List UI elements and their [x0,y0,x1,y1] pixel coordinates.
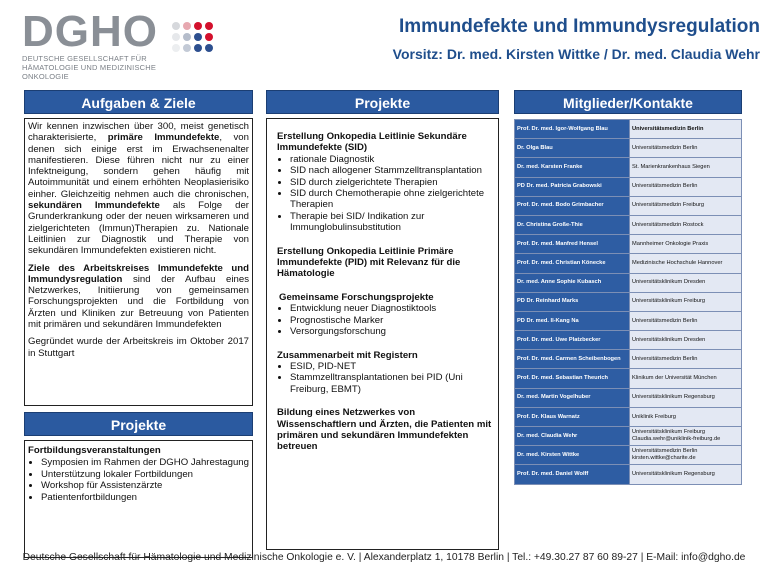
table-row [515,407,742,426]
member-institution [630,139,742,158]
list-item: • SID durch Chemotherapie ohne zielgerichtete Therapien [290,188,492,211]
column-projekte [266,90,499,550]
projekte-box [266,118,499,550]
member-institution [630,446,742,465]
list-item: • SID nach allogener Stammzelltransplantation [290,165,492,176]
dgho-logo [22,7,202,81]
table-row [515,158,742,177]
member-institution [630,465,742,484]
institution-name: Uniklinik Freiburg [632,413,676,420]
projekt-sid-title: Erstellung Onkopedia Leitlinie Sekundäre Immundefekte (SID) [277,131,467,154]
institution-name: Universitätsklinikum Freiburg [632,429,706,436]
list-item: • Therapie bei SID/ Indikation zur Immunglobulinsubstitution [290,211,492,234]
table-row [515,235,742,254]
member-name: Dr. Olga Blau [515,139,630,158]
paragraph-ziele [28,263,249,331]
institution-name: Universitätsklinikum Regensburg [632,471,715,478]
section-header-mitglieder: Mitglieder/Kontakte [514,90,742,114]
member-name: Dr. med. Karsten Franke [515,158,630,177]
table-row [515,273,742,292]
logo-dot [172,44,180,52]
table-row [515,196,742,215]
logo-line-1: DEUTSCHE GESELLSCHAFT FÜR [22,54,147,63]
institution-name: Klinikum der Universität München [632,375,717,382]
member-name: Prof. Dr. med. Bodo Grimbacher [515,196,630,215]
member-name: Prof. Dr. Klaus Warnatz [515,407,630,426]
aufgaben-text-box [24,118,253,406]
fortbildung-list [28,457,249,503]
institution-name: Medizinische Hochschule Hannover [632,260,723,266]
list-item: • Workshop für Assistenzärzte [41,480,249,491]
table-row [515,177,742,196]
projekt-register-list [277,361,492,395]
member-institution [630,427,742,446]
table-row [515,311,742,330]
member-institution [630,273,742,292]
member-name: PD Dr. med. Patricia Grabowski [515,177,630,196]
table-row [515,427,742,446]
logo-line-2: HÄMATOLOGIE UND MEDIZINISCHE ONKOLOGIE [22,63,157,81]
table-row [515,331,742,350]
member-name: Dr. Christina Große-Thie [515,215,630,234]
table-row [515,120,742,139]
member-name: PD Dr. med. Il-Kang Na [515,311,630,330]
logo-dot [194,33,202,41]
member-institution [630,177,742,196]
member-email[interactable]: kirsten.wittke@charite.de [632,455,696,462]
section-header-projekte: Projekte [266,90,499,114]
paragraph-gegruendet: Gegründet wurde der Arbeitskreis im Oktober 2017 in Stuttgart [28,336,249,359]
institution-name: Mannheimer Onkologie Praxis [632,240,709,247]
paragraph-intro [28,121,249,257]
table-row [515,254,742,273]
footer-contact: Deutsche Gesellschaft für Hämatologie und Medizinische Onkologie e. V. | Alexanderplatz 1, 10178 Berlin | Tel.: +49.30.27 87 60 89-27 | E-Mail: info@dgho.de [22,552,746,563]
logo-dot [194,44,202,52]
fortbildung-box [24,440,253,558]
institution-name: St. Marienkrankenhaus Siegen [632,164,710,171]
projekt-register-title: Zusammenarbeit mit Registern [277,349,418,361]
text-segment: als Folge der Grunderkrankung oder der neuen wirksameren und zielgerichteten (Immun)Therapien zu. Nationale Leitlinien zur Diagnostik und Therapie von sekundären Immundefekten existieren nicht. [28,200,249,257]
institution-name: Universitätsmedizin Freiburg [632,202,705,209]
table-row [515,369,742,388]
logo-dot [183,44,191,52]
institution-name: Universitätsmedizin Berlin [632,144,698,151]
institution-name: Universitätsmedizin Rostock [632,221,704,228]
member-name: Dr. med. Kirsten Wittke [515,446,630,465]
logo-dot [194,22,202,30]
logo-dot [205,44,213,52]
section-header-projekte-left: Projekte [24,412,253,436]
table-row [515,350,742,369]
member-institution [630,235,742,254]
projekt-sid-list [277,154,492,234]
member-name: Dr. med. Anne Sophie Kubasch [515,273,630,292]
list-item: • ESID, PID-NET [290,361,492,372]
logo-dot [205,22,213,30]
member-name: Prof. Dr. med. Uwe Platzbecker [515,331,630,350]
section-header-aufgaben: Aufgaben & Ziele [24,90,253,114]
projekt-forschung-title: Gemeinsame Forschungsprojekte [279,291,434,303]
institution-name: Universitätsklinikum Freiburg [632,298,706,305]
member-institution [630,254,742,273]
member-institution [630,292,742,311]
logo-dot [183,33,191,41]
institution-name: Universitätsmedizin Berlin [632,448,698,455]
institution-name: Universitätsmedizin Berlin [632,317,698,324]
list-item: • SID durch zielgerichtete Therapien [290,177,492,188]
list-item: • Patientenfortbildungen [41,492,249,503]
page-title: Immundefekte und Immundysregulation [398,16,760,37]
table-row [515,139,742,158]
logo-dot [172,22,180,30]
member-name: Prof. Dr. med. Igor-Wolfgang Blau [515,120,630,139]
logo-dot [183,22,191,30]
institution-name: Universitätsklinikum Dresden [632,336,706,343]
member-institution [630,350,742,369]
page-subtitle: Vorsitz: Dr. med. Kirsten Wittke / Dr. med. Claudia Wehr [392,46,760,62]
table-row [515,388,742,407]
member-name: Prof. Dr. med. Carmen Scheibenbogen [515,350,630,369]
projekt-pid-title: Erstellung Onkopedia Leitlinie Primäre Immundefekte (PID) mit Relevanz für die Hämatologie [277,245,461,280]
logo-dot [172,33,180,41]
member-institution [630,331,742,350]
member-email[interactable]: Claudia.wehr@uniklinik-freiburg.de [632,436,721,443]
member-institution [630,388,742,407]
logo-dots [172,22,213,52]
member-name: PD Dr. Reinhard Marks [515,292,630,311]
text-segment: , von denen sich einige erst im Erwachsenenalter manifestieren. Diese führen nicht nur zu einer Infektneigung, sondern gehen häufig mit Autoimmunität und einem erhöhten Neoplasierisiko einher. Gleichzeitig nehmen auch die chronischen, [28,132,249,200]
list-item: • Entwicklung neuer Diagnostiktools [290,303,492,314]
member-institution [630,215,742,234]
institution-name: Universitätsklinikum Dresden [632,279,706,286]
member-name: Dr. med. Martin Vogelhuber [515,388,630,407]
list-item: • Versorgungsforschung [290,326,492,337]
projekt-netzwerk-title: Bildung eines Netzwerkes von Wissenschaftlern und Ärzten, die Patienten mit primären und sekundären Immundefekten betreuen [277,407,492,453]
logo-wordmark: DGHO [22,7,158,56]
table-row [515,446,742,465]
member-name: Prof. Dr. med. Manfred Hensel [515,235,630,254]
member-institution [630,196,742,215]
list-item: • Stammzelltransplantationen bei PID (Uni Freiburg, EBMT) [290,372,492,395]
table-row [515,215,742,234]
member-institution [630,120,742,139]
member-name: Prof. Dr. med. Christian Könecke [515,254,630,273]
text-bold: primäre Immundefekte [107,132,220,144]
member-institution [630,311,742,330]
member-institution [630,369,742,388]
member-institution [630,407,742,426]
member-name: Prof. Dr. med. Sebastian Theurich [515,369,630,388]
members-table [514,119,742,485]
member-name: Prof. Dr. med. Daniel Wolff [515,465,630,484]
institution-name: Universitätsmedizin Berlin [632,355,698,362]
institution-name: Universitätsmedizin Berlin [632,125,704,132]
text-segment: Wir kennen inzwischen über 300, meist genetisch charakterisierte, [28,121,249,144]
list-item: • rationale Diagnostik [290,154,492,165]
member-name: Dr. med. Claudia Wehr [515,427,630,446]
logo-dot [205,33,213,41]
list-item: • Prognostische Marker [290,315,492,326]
institution-name: Universitätsklinikum Regensburg [632,394,715,401]
text-bold: sekundären Immundefekte [28,200,160,212]
projekt-forschung-list [277,303,492,337]
list-item: • Unterstützung lokaler Fortbildungen [41,469,249,480]
text-segment: sind der Aufbau eines Netzwerkes, Initiierung von gemeinsamen Forschungsprojekten und die Fortbildung von Ärzten und Kliniken zur Betreuung von Patienten mit primären und sekundären Immundefekten [28,273,249,331]
column-aufgaben [24,90,253,558]
institution-name: Universitätsmedizin Berlin [632,183,698,190]
text-bold: Ziele des Arbeitskreises Immundefekte und Immundysregulation [28,262,249,285]
list-item: • Symposien im Rahmen der DGHO Jahrestagung [41,457,249,468]
table-row [515,465,742,484]
fortbildung-title: Fortbildungsveranstaltungen [28,445,161,456]
member-institution [630,158,742,177]
column-mitglieder [514,90,742,485]
table-row [515,292,742,311]
